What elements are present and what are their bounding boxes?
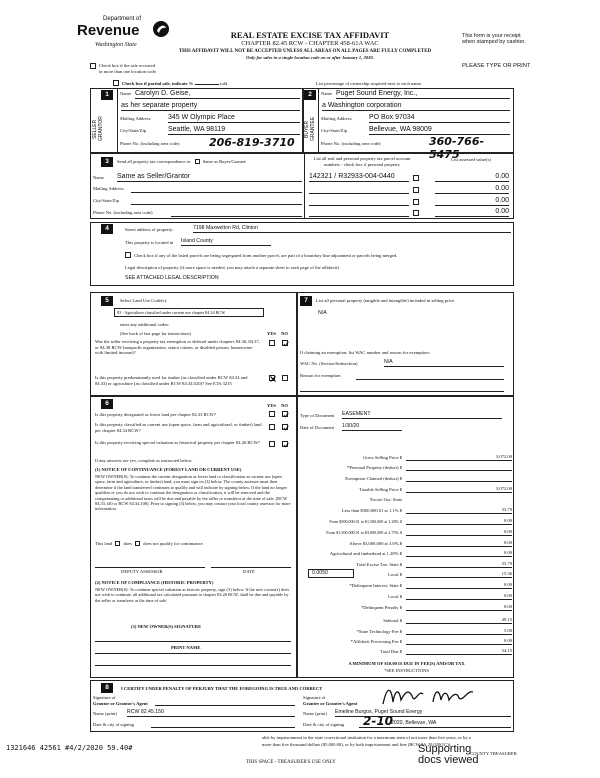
tax-label: Local $ [388, 572, 402, 577]
tax-value[interactable]: 0.00 [406, 593, 512, 600]
section-3-correspondence [90, 153, 514, 219]
corr-name-label: Name [93, 175, 104, 180]
section-8-certification [90, 680, 514, 732]
penalty-text-2: more than five thousand dollars ($5,000.00), or by both imprisonment and fine (RCW 9A.20.020(1C)). [262, 742, 452, 747]
tax-label: Gross Selling Price $ [363, 455, 402, 460]
located-field[interactable]: Island County [181, 238, 271, 246]
date-label: DATE [243, 569, 255, 574]
section-6-designation [90, 396, 297, 678]
tax-calculation-panel [297, 396, 514, 678]
timber-no-checkbox[interactable] [282, 375, 288, 381]
checkmark-icon [283, 341, 289, 347]
corr-city-field[interactable] [131, 197, 302, 205]
doc-date-label: Date of Document [300, 425, 334, 430]
personal-property-label: List all personal property (tangible and intangible) included in selling price. [316, 298, 456, 303]
grantor-name-field[interactable]: RCW 82.45.150 [127, 709, 295, 717]
tax-value[interactable] [406, 475, 512, 482]
parcel-row [309, 185, 513, 196]
notice1-title: (1) NOTICE OF CONTINUANCE (FOREST LAND OR CURRENT USE) [95, 467, 242, 472]
section-8-badge: 8 [101, 683, 113, 693]
yes-header: YES [267, 331, 276, 336]
corr-mailing-label: Mailing Address [93, 186, 124, 191]
personal-property-checkbox[interactable] [413, 210, 419, 216]
tax-value[interactable]: 0.00 [406, 518, 512, 525]
assessed-value[interactable]: 0.00 [435, 197, 509, 206]
seller-name-label: Name [120, 91, 131, 96]
buyer-city-field[interactable]: Bellevue, WA 98009 [369, 126, 510, 135]
new-owner-signature-label: (3) NEW OWNER(S) SIGNATURE [131, 624, 202, 629]
section-5-badge: 5 [101, 296, 113, 306]
send-correspondence-label: Send all property tax correspondence to: Same as Buyer/Grantee [117, 159, 247, 164]
tax-label: Subtotal $ [383, 618, 402, 623]
historic-question: Is this property receiving special valuation as historical property per chapter 84.26 RCW? [95, 440, 260, 445]
exemption-yes-checkbox[interactable] [269, 340, 275, 346]
section-1-badge: 1 [101, 90, 113, 100]
checkmark-icon [283, 425, 289, 431]
same-as-buyer-checkbox[interactable] [195, 159, 200, 164]
buyer-phone-label: Phone No. (including area code) [321, 141, 381, 146]
form-subtitle: CHAPTER 82.45 RCW - CHAPTER 458-61A WAC [241, 40, 379, 47]
timber-yes-checkbox[interactable] [269, 375, 275, 381]
historic-yes-checkbox[interactable] [269, 441, 275, 447]
tax-label: Total Due $ [380, 649, 402, 654]
doc-type-field[interactable]: EASEMENT [342, 411, 502, 419]
tax-label: *State Technology Fee $ [356, 629, 402, 634]
parcel-number[interactable] [309, 208, 409, 217]
does-not-checkbox[interactable] [135, 541, 140, 546]
legal-label: Legal description of property (if more space is needed, you may attach a separate sheet to each page of the affidavit) [125, 265, 339, 270]
street-label: Street address of property: [125, 227, 174, 232]
grantor-date-city-label: Date & city of signing [93, 722, 135, 727]
tax-label: Excise Tax: State [370, 497, 402, 502]
corr-city-label: City/State/Zip [93, 198, 120, 203]
deputy-assessor-label: DEPUTY ASSESSOR [121, 569, 163, 574]
tax-value[interactable]: 49.15 [406, 617, 512, 624]
receipt-note: This form is your receipt when stamped by cashier. [462, 33, 526, 46]
local-rate-box[interactable]: 0.0050 [308, 569, 354, 578]
tax-label: Total Excise Tax: State $ [356, 562, 402, 567]
doc-date-field[interactable]: 1/30/20 [342, 423, 402, 431]
minimum-note: A MINIMUM OF $10.00 IS DUE IN FEE(S) AND/OR TAX [348, 661, 465, 666]
tax-label: Exemption Claimed (deduct) $ [345, 476, 402, 481]
buyer-phone-field[interactable]: 360-766-5475 [429, 135, 485, 161]
tax-value[interactable]: 0.00 [406, 582, 512, 589]
tax-label: Agricultural and timberland at 1.28% $ [329, 551, 402, 556]
print-name-label: PRINT NAME [171, 645, 201, 650]
does-checkbox[interactable] [115, 541, 120, 546]
wac-field[interactable]: N/A [384, 359, 504, 367]
current-use-no-checkbox[interactable] [282, 424, 288, 430]
partial-sale-label: Check box if partial sale, indicate % sold. [122, 81, 229, 86]
buyer-mailing-label: Mailing Address [321, 116, 352, 121]
tax-value[interactable]: 0.00 [406, 638, 512, 645]
tax-label: *Affidavit Processing Fee $ [350, 639, 402, 644]
forest-no-checkbox[interactable] [282, 411, 288, 417]
section-4-property [90, 222, 514, 286]
tax-value[interactable]: 0.00 [406, 529, 512, 536]
seller-mailing-field[interactable]: 345 W Olympic Place [168, 114, 300, 123]
tax-value[interactable]: 5.00 [406, 628, 512, 635]
agency-name: Revenue [77, 22, 140, 39]
section-3-badge: 3 [101, 157, 113, 167]
assessed-header: List assessed value(s) [451, 157, 491, 162]
no-header-6: NO [281, 403, 288, 408]
tax-label: Above $3,000,000 at 3.0% $ [349, 541, 402, 546]
additional-codes-label: enter any additional codes: [120, 322, 170, 327]
assessed-value[interactable]: 0.00 [435, 185, 509, 194]
exemption-claim-label: If claiming an exemption, list WAC number and reason for exemption: [300, 350, 430, 355]
grantee-date-city-field[interactable] [359, 714, 511, 728]
see-instructions: *SEE INSTRUCTIONS [384, 668, 429, 673]
boundary-checkbox[interactable] [125, 252, 131, 258]
grantee-signature[interactable] [379, 682, 479, 708]
agency-line1: Department of [103, 16, 142, 22]
see-back-label: (See back of last page for instructions) [120, 331, 191, 336]
tax-label: From $500,000.01 to $1,500,000 at 1.28% $ [329, 519, 402, 524]
seller-city-field[interactable]: Seattle, WA 98119 [168, 126, 300, 135]
grantee-sig-label: Signature of Grantee or Grantee's Agent [303, 695, 358, 706]
current-use-question: Is this property classified as current use (open space, farm and agricultural, or timber) land per chapter 84.34 RCW? [95, 422, 262, 433]
dor-logo-icon [151, 19, 171, 39]
treasurer-use-label: THIS SPACE - TREASURER'S USE ONLY [246, 760, 336, 765]
parcel-number[interactable]: 142321 / R32933-004-0440 [309, 173, 409, 182]
tax-value[interactable]: 3,072.00 [406, 454, 512, 461]
form-title: REAL ESTATE EXCISE TAX AFFIDAVIT [230, 30, 390, 40]
checkmark-icon [283, 442, 289, 448]
street-field[interactable]: 7198 Maxwelton Rd, Clinton [193, 225, 511, 233]
grantee-date-handwritten: 2-10 [363, 714, 394, 728]
parcel-header: List all real and personal property tax parcel account numbers - check box if personal property [313, 156, 411, 167]
checkmark-icon [283, 412, 289, 418]
continuance-line: This land does does not qualify for continuance. [95, 541, 204, 546]
buyer-name-label: Name [321, 91, 332, 96]
tax-value[interactable]: 0.00 [406, 604, 512, 611]
seller-phone-field[interactable]: 206-819-3710 [209, 136, 295, 149]
multi-location-label: Check box if the sale occurred in more than one location code. [99, 63, 157, 74]
parcel-number[interactable] [309, 185, 409, 194]
grantee-city: 2020, Bellevue, WA [391, 720, 437, 726]
parcel-row [309, 197, 513, 208]
parcel-row [309, 173, 513, 184]
tax-label: Taxable Selling Price $ [359, 487, 402, 492]
buyer-name-field[interactable]: Puget Sound Energy, Inc., [336, 90, 510, 99]
parcel-row [309, 208, 513, 219]
seller-phone-label: Phone No. (including area code) [120, 141, 180, 146]
tax-label: From $1,500,000.01 to $3,000,000 at 2.75% $ [326, 530, 402, 535]
agency-state: Washington State [95, 42, 137, 48]
grantee-name-label: Name (print) [303, 711, 327, 716]
supporting-docs-watermark: Supporting docs viewed [418, 743, 479, 766]
grantee-name-field[interactable]: Emeline Burgos, Puget Sound Energy [335, 709, 511, 717]
form-warning: THIS AFFIDAVIT WILL NOT BE ACCEPTED UNLESS ALL AREAS ON ALL PAGES ARE FULLY COMPLETED [178, 49, 432, 54]
grantor-sig-label: Signature of Grantor or Grantor's Agent [93, 695, 148, 706]
seller-city-label: City/State/Zip [120, 128, 147, 133]
notice1-body: NEW OWNER(S): To continue the current designation as forest land or classification as current use (open space, farm and agriculture, or timber) land, you must sign on (3) below. The county assessor must then determine if the land transferred continues to qualify and will indicate by signing below. If the land no longer qualifies or you do not wish to continue the designation or classification, it will be removed and the compensating or additional taxes will be due and payable by the seller or transferor at the time of sale. (RCW 84.33.140 or RCW 84.34.108). Prior to signing (3) below, you may contact your local county assessor for more information. [95, 474, 291, 512]
section-4-badge: 4 [101, 224, 113, 234]
exemption-question: Was the seller receiving a property tax exemption or deferral under chapters 84.36, 84.37, or 84.38 RCW (nonprofit organization, senior citizen, or disabled person, homeowner with limited income)? [95, 339, 260, 356]
boundary-label: Check box if any of the listed parcels are being segregated from another parcel, are part of a boundary line adjustment or parcels being merged. [134, 253, 398, 258]
grantor-name-label: Name (print) [93, 711, 117, 716]
sale-date-note: Only for sales in a single location code on or after January 1, 2020. [246, 55, 374, 60]
reason-field[interactable] [356, 372, 504, 380]
land-use-label: Select Land Use Code(s): [120, 298, 168, 303]
land-use-select[interactable]: 83 - Agriculture classified under current use chapter 84.34 RCW [114, 308, 264, 317]
buyer-city-label: City/State/Zip [321, 128, 348, 133]
seller-name-field[interactable]: Carolyn D. Geise, [135, 90, 300, 99]
multi-location-checkbox[interactable] [90, 63, 96, 69]
timber-question: Is this property predominantly used for timber (as classified under RCW 84.34 and 84.33) or agriculture (as classified under RCW 84.34.020)? See ETA 3215 [95, 375, 248, 386]
tax-value[interactable]: 54.15 [406, 648, 512, 655]
reason-field-2[interactable] [300, 385, 504, 392]
seller-side-label: SELLER GRANTOR [92, 116, 104, 142]
personal-property-checkbox[interactable] [413, 199, 419, 205]
assessed-value[interactable]: 0.00 [435, 173, 509, 182]
wac-label: WAC No. (Section/Subsection) [300, 361, 358, 366]
partial-sale-checkbox[interactable] [113, 80, 119, 86]
personal-property-checkbox[interactable] [413, 187, 419, 193]
tax-value[interactable]: 0.00 [406, 550, 512, 557]
grantee-date-city-label: Date & city of signing [303, 722, 345, 727]
reason-label: Reason for exemption [300, 373, 341, 378]
no-header: NO [281, 331, 288, 336]
seller-mailing-label: Mailing Address [120, 116, 151, 121]
assessed-value[interactable]: 0.00 [435, 208, 509, 217]
corr-mailing-field[interactable] [131, 185, 302, 193]
type-note: PLEASE TYPE OR PRINT [462, 63, 531, 69]
current-use-yes-checkbox[interactable] [269, 424, 275, 430]
receipt-stamp-line: 1321646 42561 #4/2/2020 59.40# [6, 744, 133, 752]
section-7-personal-property [297, 292, 514, 396]
section-6-badge: 6 [101, 399, 113, 409]
tax-value[interactable]: 0.00 [406, 540, 512, 547]
legal-field[interactable]: SEE ATTACHED LEGAL DESCRIPTION [125, 275, 219, 281]
forest-question: Is this property designated as forest land per chapter 84.33 RCW? [95, 412, 217, 417]
historic-no-checkbox[interactable] [282, 441, 288, 447]
section-1-seller [90, 88, 303, 153]
section-5-land-use [90, 292, 297, 396]
doc-type-label: Type of Document [300, 413, 335, 418]
section-2-badge: 2 [304, 90, 316, 100]
county-treasurer-label: COUNTY TREASURER [470, 751, 517, 756]
grantor-signature-field[interactable] [155, 697, 295, 706]
tax-value[interactable]: 15.36 [406, 571, 512, 578]
grantor-date-city-field[interactable] [151, 721, 295, 728]
parcel-number[interactable] [309, 197, 409, 206]
tax-label: *Delinquent Interest: State $ [349, 583, 402, 588]
tax-value[interactable]: 33.79 [406, 561, 512, 568]
personal-property-field[interactable]: N/A [318, 310, 327, 316]
buyer-name-field-2[interactable]: a Washington corporation [322, 102, 510, 111]
x-mark-icon [270, 376, 276, 382]
if-yes-note: If any answers are yes, complete as instructed below. [95, 458, 193, 463]
tax-label: Local $ [388, 594, 402, 599]
buyer-mailing-field[interactable]: PO Box 97034 [369, 114, 510, 123]
ownership-list-label: List percentage of ownership acquired next to each name. [316, 81, 422, 86]
penalty-text-1: able by imprisonment in the state correctional institution for a maximum term of not more than five years, or by a [262, 735, 471, 740]
corr-name-field[interactable]: Same as Seller/Grantor [117, 173, 302, 182]
tax-value[interactable]: 33.79 [406, 507, 512, 514]
section-7-badge: 7 [300, 296, 312, 306]
seller-name-field-2[interactable]: as her separate property [121, 102, 300, 111]
tax-label: *Delinquent Penalty $ [360, 605, 402, 610]
tax-label: *Personal Property (deduct) $ [347, 465, 402, 470]
tax-label: Less than $500,000.01 at 1.1% $ [341, 508, 402, 513]
corr-phone-field[interactable] [171, 209, 302, 217]
notice2-body: NEW OWNER(S): To continue special valuation as historic property, sign (3) below. If the new owner(s) does not wish to continue, all additional tax calculated pursuant to chapter 84.26 RCW, shall be due and payable by the seller or transferor at the time of sale. [95, 587, 290, 603]
located-label: This property is located in [125, 240, 174, 245]
personal-property-checkbox[interactable] [413, 175, 419, 181]
yes-header-6: YES [267, 403, 276, 408]
forest-yes-checkbox[interactable] [269, 411, 275, 417]
notice2-title: (2) NOTICE OF COMPLIANCE (HISTORIC PROPERTY) [95, 580, 214, 585]
corr-phone-label: Phone No. (including area code) [93, 210, 153, 215]
tax-value[interactable]: 3,072.00 [406, 486, 512, 493]
buyer-side-label: BUYER GRANTEE [304, 116, 316, 142]
exemption-no-checkbox[interactable] [282, 340, 288, 346]
certify-statement: I CERTIFY UNDER PENALTY OF PERJURY THAT THE FOREGOING IS TRUE AND CORRECT [121, 686, 323, 691]
tax-value[interactable] [406, 464, 512, 471]
